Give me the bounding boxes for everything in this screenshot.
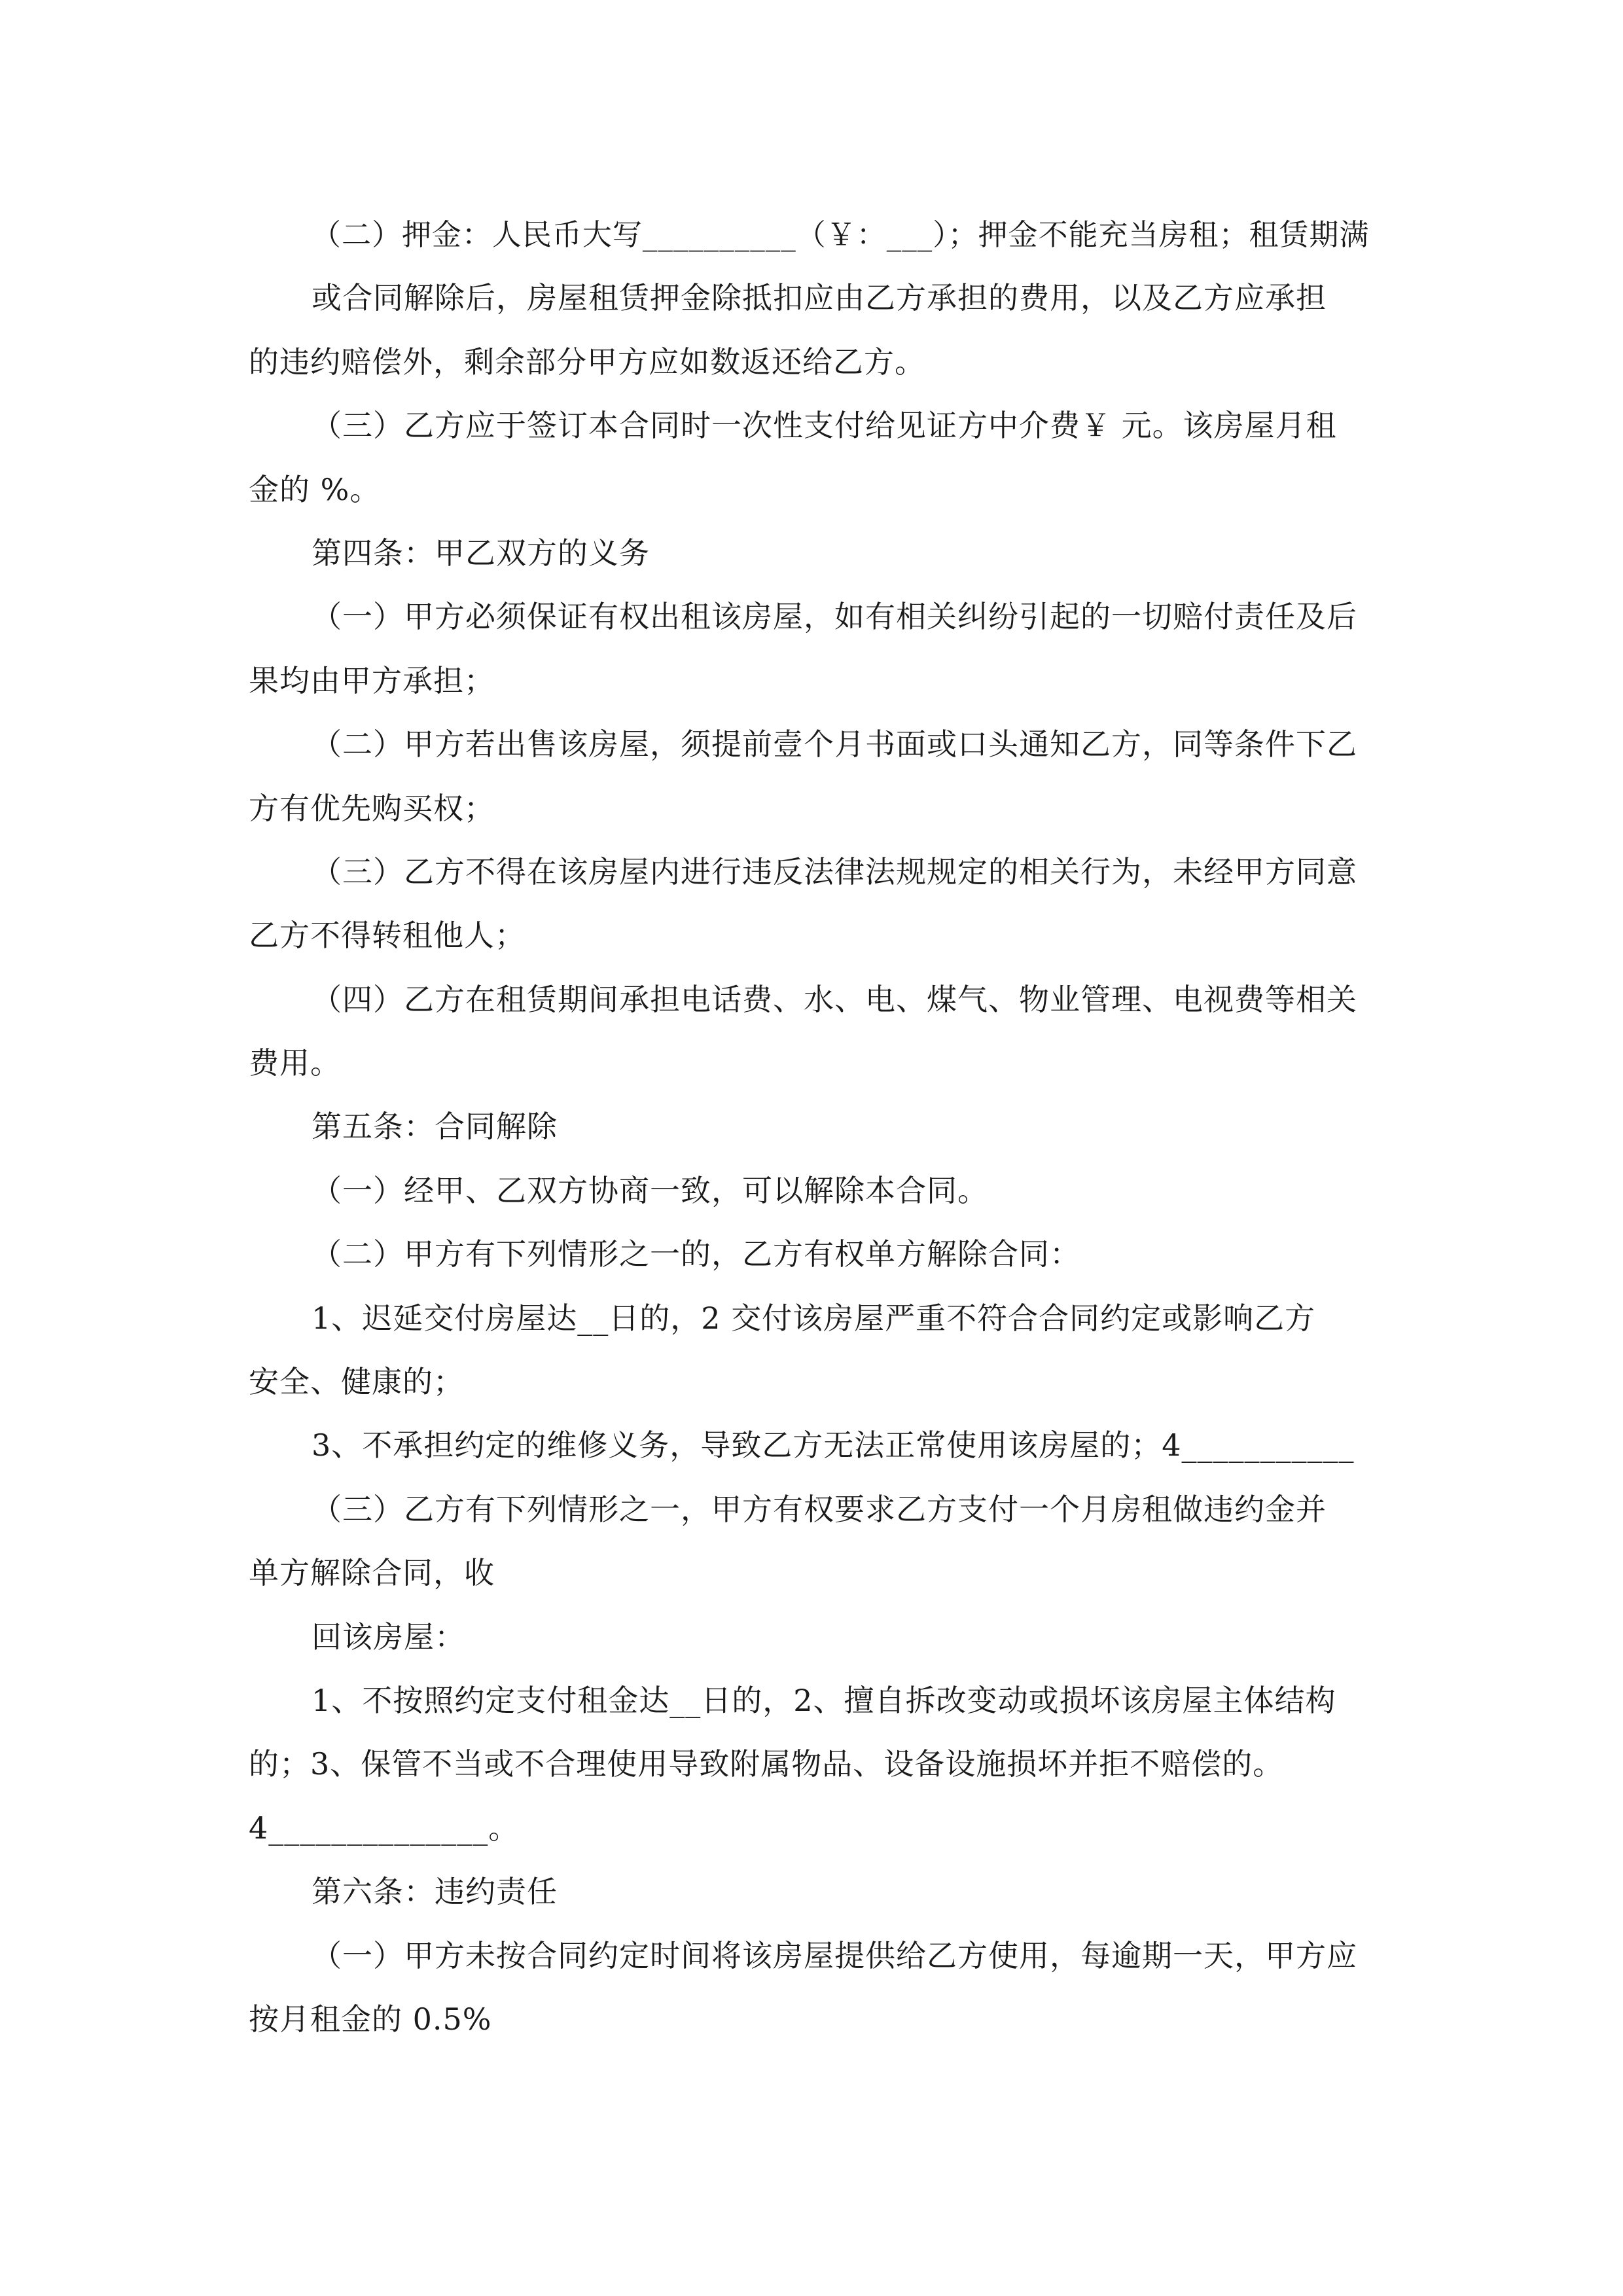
paragraph-line: （二）甲方有下列情形之一的，乙方有权单方解除合同： [312, 1236, 1080, 1272]
document-body [249, 203, 1374, 2051]
paragraph-line: （一）甲方未按合同约定时间将该房屋提供给乙方使用，每逾期一天，甲方应 [312, 1937, 1357, 1973]
paragraph-line: 4______________。 [249, 1810, 520, 1846]
paragraph-line: （三）乙方不得在该房屋内进行违反法律法规规定的相关行为，未经甲方同意 [312, 853, 1357, 889]
paragraph-line: 方有优先购买权； [249, 790, 495, 826]
paragraph-line: 费用。 [249, 1045, 341, 1081]
section-heading: 第四条：甲乙双方的义务 [312, 535, 650, 571]
paragraph-line: （三）乙方应于签订本合同时一次性支付给见证方中介费￥ 元。该房屋月租 [312, 408, 1337, 444]
paragraph-line: 按月租金的 0.5% [249, 2001, 492, 2037]
paragraph-line: 的；3、保管不当或不合理使用导致附属物品、设备设施损坏并拒不赔偿的。 [249, 1746, 1284, 1782]
paragraph-line: （一）经甲、乙双方协商一致，可以解除本合同。 [312, 1172, 988, 1208]
paragraph-line: 回该房屋： [312, 1619, 465, 1655]
paragraph-line: （二）押金：人民币大写__________（￥：___）；押金不能充当房租；租赁期满 [312, 217, 1370, 252]
paragraph-line: （四）乙方在租赁期间承担电话费、水、电、煤气、物业管理、电视费等相关 [312, 981, 1357, 1017]
paragraph-line: 1、不按照约定支付租金达__日的，2、擅自拆改变动或损坏该房屋主体结构 [312, 1682, 1336, 1718]
paragraph-line: （三）乙方有下列情形之一，甲方有权要求乙方支付一个月房租做违约金并 [312, 1491, 1327, 1527]
paragraph-line: 3、不承担约定的维修义务，导致乙方无法正常使用该房屋的；4___________ [312, 1427, 1355, 1463]
paragraph-line: 乙方不得转租他人； [249, 918, 526, 954]
paragraph-line: 1、迟延交付房屋达__日的，2 交付该房屋严重不符合合同约定或影响乙方 [312, 1300, 1316, 1336]
paragraph-line: （一）甲方必须保证有权出租该房屋，如有相关纠纷引起的一切赔付责任及后 [312, 599, 1357, 635]
paragraph-line: 金的 %。 [249, 471, 381, 507]
paragraph-line: 或合同解除后，房屋租赁押金除抵扣应由乙方承担的费用，以及乙方应承担 [312, 280, 1327, 316]
section-heading: 第五条：合同解除 [312, 1109, 558, 1145]
paragraph-line: 安全、健康的； [249, 1364, 464, 1400]
paragraph-line: 果均由甲方承担； [249, 662, 495, 698]
paragraph-line: （二）甲方若出售该房屋，须提前壹个月书面或口头通知乙方，同等条件下乙 [312, 726, 1357, 762]
paragraph-line: 单方解除合同，收 [249, 1555, 495, 1591]
paragraph-line: 的违约赔偿外，剩余部分甲方应如数返还给乙方。 [249, 344, 925, 380]
section-heading: 第六条：违约责任 [312, 1874, 558, 1910]
